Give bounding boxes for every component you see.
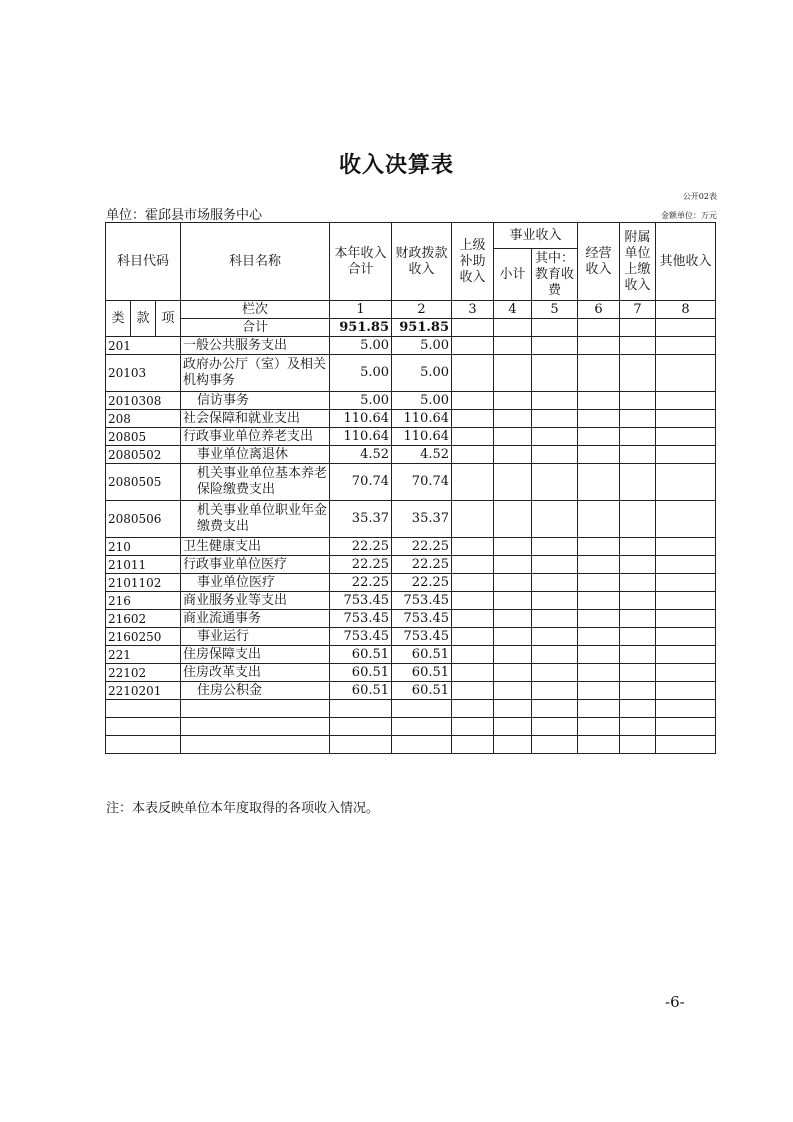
- total-income-cell: 110.64: [330, 410, 392, 428]
- header-affiliated-income: 附属单位上缴收入: [620, 223, 656, 301]
- empty-cell: [532, 464, 578, 501]
- empty-cell: [330, 718, 392, 736]
- empty-cell: [656, 610, 716, 628]
- empty-cell: [620, 592, 656, 610]
- empty-cell: [620, 736, 656, 754]
- empty-cell: [532, 592, 578, 610]
- empty-cell: [494, 736, 532, 754]
- empty-cell: [620, 464, 656, 501]
- header-subject-name: 科目名称: [181, 223, 330, 301]
- empty-cell: [494, 628, 532, 646]
- subject-code: 2010308: [106, 392, 181, 410]
- empty-cell: [452, 646, 494, 664]
- empty-cell: [532, 538, 578, 556]
- table-row: [106, 464, 716, 501]
- empty-cell: [452, 428, 494, 446]
- empty-cell: [620, 501, 656, 538]
- fiscal-allocation-cell: 753.45: [392, 610, 452, 628]
- empty-cell: [452, 556, 494, 574]
- total-income-cell: 753.45: [330, 610, 392, 628]
- total-income-cell: 60.51: [330, 682, 392, 700]
- empty-cell: [452, 718, 494, 736]
- table-row: [106, 610, 716, 628]
- empty-cell: [578, 556, 620, 574]
- empty-cell: [106, 700, 181, 718]
- blank-row: [106, 718, 716, 736]
- empty-cell: [578, 736, 620, 754]
- empty-cell: [578, 337, 620, 355]
- empty-cell: [656, 538, 716, 556]
- empty-cell: [494, 592, 532, 610]
- header-kuan: 款: [131, 301, 156, 337]
- empty-cell: [532, 628, 578, 646]
- empty-cell: [578, 538, 620, 556]
- empty-cell: [330, 736, 392, 754]
- header-subtotal: 小计: [494, 249, 532, 301]
- total-income-cell: 70.74: [330, 464, 392, 501]
- empty-cell: [532, 700, 578, 718]
- empty-cell: [452, 736, 494, 754]
- subject-code: 20103: [106, 355, 181, 392]
- empty-cell: [620, 428, 656, 446]
- subject-name: 社会保障和就业支出: [181, 410, 330, 428]
- empty-cell: [620, 682, 656, 700]
- empty-cell: [532, 337, 578, 355]
- subject-code: 2080506: [106, 501, 181, 538]
- subject-name: 住房保障支出: [181, 646, 330, 664]
- subject-code: 21602: [106, 610, 181, 628]
- fiscal-allocation-cell: 70.74: [392, 464, 452, 501]
- empty-cell: [656, 392, 716, 410]
- subject-name: 政府办公厅（室）及相关机构事务: [181, 355, 330, 392]
- subject-name: 商业服务业等支出: [181, 592, 330, 610]
- column-number: 7: [620, 301, 656, 319]
- empty-cell: [392, 736, 452, 754]
- table-row: [106, 664, 716, 682]
- empty-cell: [452, 538, 494, 556]
- empty-cell: [452, 337, 494, 355]
- form-code: 公开02表: [682, 192, 717, 201]
- table-row: [106, 501, 716, 538]
- empty-cell: [578, 428, 620, 446]
- blank-row: [106, 700, 716, 718]
- empty-cell: [452, 501, 494, 538]
- empty-cell: [181, 718, 330, 736]
- fiscal-allocation-cell: 60.51: [392, 664, 452, 682]
- empty-cell: [656, 446, 716, 464]
- subject-code: 221: [106, 646, 181, 664]
- total-label: 合计: [181, 319, 330, 337]
- total-income-cell: 22.25: [330, 556, 392, 574]
- total-income-cell: 753.45: [330, 628, 392, 646]
- empty-cell: [620, 646, 656, 664]
- subject-code: 2080505: [106, 464, 181, 501]
- empty-cell: [578, 700, 620, 718]
- subject-code: 2210201: [106, 682, 181, 700]
- total-income-cell: 5.00: [330, 392, 392, 410]
- total-income-cell: 35.37: [330, 501, 392, 538]
- total-income-value: 951.85: [330, 319, 392, 337]
- empty-cell: [620, 574, 656, 592]
- table-row: [106, 574, 716, 592]
- empty-cell: [494, 682, 532, 700]
- fiscal-allocation-cell: 22.25: [392, 556, 452, 574]
- empty-cell: [532, 556, 578, 574]
- empty-cell: [532, 355, 578, 392]
- empty-cell: [578, 664, 620, 682]
- empty-cell: [620, 610, 656, 628]
- empty-cell: [578, 501, 620, 538]
- empty-cell: [452, 664, 494, 682]
- empty-cell: [494, 700, 532, 718]
- total-income-cell: 110.64: [330, 428, 392, 446]
- empty-cell: [578, 628, 620, 646]
- empty-cell: [578, 410, 620, 428]
- empty-cell: [106, 718, 181, 736]
- subject-code: 20805: [106, 428, 181, 446]
- subject-name: 行政事业单位医疗: [181, 556, 330, 574]
- empty-cell: [656, 337, 716, 355]
- empty-cell: [620, 664, 656, 682]
- empty-cell: [494, 501, 532, 538]
- column-number: 2: [392, 301, 452, 319]
- total-income-cell: 753.45: [330, 592, 392, 610]
- empty-cell: [452, 446, 494, 464]
- empty-cell: [494, 392, 532, 410]
- empty-cell: [330, 700, 392, 718]
- empty-cell: [532, 501, 578, 538]
- total-income-cell: 4.52: [330, 446, 392, 464]
- empty-cell: [620, 538, 656, 556]
- header-superior-subsidy: 上级补助收入: [452, 223, 494, 301]
- empty-cell: [532, 646, 578, 664]
- total-income-cell: 22.25: [330, 574, 392, 592]
- empty-cell: [106, 736, 181, 754]
- empty-cell: [620, 410, 656, 428]
- subject-code: 2101102: [106, 574, 181, 592]
- empty-cell: [532, 736, 578, 754]
- fiscal-allocation-cell: 753.45: [392, 592, 452, 610]
- empty-cell: [578, 574, 620, 592]
- empty-cell: [452, 592, 494, 610]
- empty-cell: [656, 501, 716, 538]
- empty-cell: [532, 428, 578, 446]
- empty-cell: [494, 446, 532, 464]
- empty-cell: [494, 610, 532, 628]
- empty-cell: [656, 718, 716, 736]
- empty-cell: [452, 464, 494, 501]
- total-income-cell: 60.51: [330, 646, 392, 664]
- column-number: 1: [330, 301, 392, 319]
- subject-name: 行政事业单位养老支出: [181, 428, 330, 446]
- table-row: [106, 646, 716, 664]
- empty-cell: [656, 628, 716, 646]
- fiscal-allocation-cell: 22.25: [392, 538, 452, 556]
- fiscal-allocation-cell: 60.51: [392, 682, 452, 700]
- empty-cell: [620, 337, 656, 355]
- total-income-cell: 60.51: [330, 664, 392, 682]
- empty-cell: [494, 664, 532, 682]
- fiscal-allocation-cell: 22.25: [392, 574, 452, 592]
- column-number: 6: [578, 301, 620, 319]
- header-total-income: 本年收入合计: [330, 223, 392, 301]
- empty-cell: [532, 718, 578, 736]
- empty-cell: [656, 574, 716, 592]
- fiscal-allocation-cell: 110.64: [392, 410, 452, 428]
- empty-cell: [578, 646, 620, 664]
- total-income-cell: 22.25: [330, 538, 392, 556]
- empty-cell: [656, 682, 716, 700]
- header-fiscal-allocation: 财政拨款收入: [392, 223, 452, 301]
- table-row: [106, 538, 716, 556]
- empty-cell: [494, 646, 532, 664]
- empty-cell: [620, 556, 656, 574]
- empty-cell: [494, 464, 532, 501]
- table-row: [106, 446, 716, 464]
- table-row: [106, 410, 716, 428]
- empty-cell: [532, 410, 578, 428]
- header-business-income: 事业收入: [494, 223, 578, 249]
- empty-cell: [494, 538, 532, 556]
- subject-code: 208: [106, 410, 181, 428]
- column-number: 4: [494, 301, 532, 319]
- empty-cell: [532, 446, 578, 464]
- empty-cell: [656, 464, 716, 501]
- empty-cell: [578, 592, 620, 610]
- subject-code: 201: [106, 337, 181, 355]
- subject-name: 卫生健康支出: [181, 538, 330, 556]
- empty-cell: [656, 646, 716, 664]
- header-subject-code: 科目代码: [106, 223, 181, 301]
- column-number: 5: [532, 301, 578, 319]
- empty-cell: [452, 574, 494, 592]
- empty-cell: [452, 355, 494, 392]
- subject-name: 住房改革支出: [181, 664, 330, 682]
- empty-cell: [578, 610, 620, 628]
- empty-cell: [494, 337, 532, 355]
- table-row: [106, 628, 716, 646]
- fiscal-allocation-cell: 110.64: [392, 428, 452, 446]
- subject-name: 信访事务: [181, 392, 330, 410]
- fiscal-allocation-cell: 5.00: [392, 355, 452, 392]
- empty-cell: [656, 592, 716, 610]
- empty-cell: [578, 718, 620, 736]
- column-number: 3: [452, 301, 494, 319]
- empty-cell: [656, 556, 716, 574]
- page-title: 收入决算表: [338, 153, 454, 178]
- table-row: [106, 592, 716, 610]
- fiscal-allocation-cell: 60.51: [392, 646, 452, 664]
- header-xiang: 项: [156, 301, 181, 337]
- empty-cell: [532, 574, 578, 592]
- empty-cell: [656, 355, 716, 392]
- subject-name: 事业运行: [181, 628, 330, 646]
- empty-cell: [452, 700, 494, 718]
- empty-cell: [494, 556, 532, 574]
- fiscal-allocation-cell: 5.00: [392, 337, 452, 355]
- empty-cell: [656, 428, 716, 446]
- table-row: [106, 355, 716, 392]
- empty-cell: [532, 392, 578, 410]
- subject-code: 22102: [106, 664, 181, 682]
- empty-cell: [532, 610, 578, 628]
- empty-cell: [620, 355, 656, 392]
- subject-name: 商业流通事务: [181, 610, 330, 628]
- blank-row: [106, 736, 716, 754]
- table-row: [106, 392, 716, 410]
- fiscal-allocation-cell: 4.52: [392, 446, 452, 464]
- header-operating-income: 经营收入: [578, 223, 620, 301]
- empty-cell: [452, 682, 494, 700]
- empty-cell: [578, 355, 620, 392]
- table-row: [106, 556, 716, 574]
- empty-cell: [181, 736, 330, 754]
- subject-code: 2160250: [106, 628, 181, 646]
- fiscal-allocation-cell: 753.45: [392, 628, 452, 646]
- subject-name: 住房公积金: [181, 682, 330, 700]
- header-other-income: 其他收入: [656, 223, 716, 301]
- total-fiscal-value: 951.85: [392, 319, 452, 337]
- empty-cell: [656, 410, 716, 428]
- empty-cell: [620, 446, 656, 464]
- empty-cell: [578, 446, 620, 464]
- empty-cell: [452, 410, 494, 428]
- header-education-fee: 其中：教育收费: [532, 249, 578, 301]
- empty-cell: [578, 464, 620, 501]
- empty-cell: [494, 355, 532, 392]
- empty-cell: [656, 736, 716, 754]
- subject-name: 一般公共服务支出: [181, 337, 330, 355]
- empty-cell: [494, 428, 532, 446]
- subject-name: 机关事业单位基本养老保险缴费支出: [181, 464, 330, 501]
- table-row: [106, 682, 716, 700]
- empty-cell: [532, 682, 578, 700]
- empty-cell: [494, 410, 532, 428]
- fiscal-allocation-cell: 35.37: [392, 501, 452, 538]
- empty-cell: [452, 610, 494, 628]
- subject-code: 2080502: [106, 446, 181, 464]
- empty-cell: [578, 392, 620, 410]
- column-number: 8: [656, 301, 716, 319]
- total-income-cell: 5.00: [330, 355, 392, 392]
- empty-cell: [620, 628, 656, 646]
- column-index-label: 栏次: [181, 301, 330, 319]
- total-income-cell: 5.00: [330, 337, 392, 355]
- empty-cell: [656, 700, 716, 718]
- header-lei: 类: [106, 301, 131, 337]
- subject-name: 机关事业单位职业年金缴费支出: [181, 501, 330, 538]
- page-number: -6-: [665, 993, 685, 1011]
- empty-cell: [494, 574, 532, 592]
- subject-name: 事业单位离退休: [181, 446, 330, 464]
- empty-cell: [181, 700, 330, 718]
- empty-cell: [494, 718, 532, 736]
- empty-cell: [532, 664, 578, 682]
- empty-cell: [452, 392, 494, 410]
- subject-code: 21011: [106, 556, 181, 574]
- empty-cell: [620, 700, 656, 718]
- empty-cell: [620, 392, 656, 410]
- empty-cell: [656, 664, 716, 682]
- empty-cell: [452, 628, 494, 646]
- empty-cell: [392, 700, 452, 718]
- empty-cell: [578, 682, 620, 700]
- empty-cell: [620, 718, 656, 736]
- fiscal-allocation-cell: 5.00: [392, 392, 452, 410]
- footnote: 注：本表反映单位本年度取得的各项收入情况。: [106, 801, 380, 816]
- table-row: [106, 428, 716, 446]
- empty-cell: [392, 718, 452, 736]
- income-table: [105, 222, 716, 754]
- subject-name: 事业单位医疗: [181, 574, 330, 592]
- subject-code: 216: [106, 592, 181, 610]
- subject-code: 210: [106, 538, 181, 556]
- table-row: [106, 337, 716, 355]
- unit-label: 单位：霍邱县市场服务中心: [106, 208, 263, 223]
- amount-unit-label: 金额单位：万元: [661, 211, 717, 220]
